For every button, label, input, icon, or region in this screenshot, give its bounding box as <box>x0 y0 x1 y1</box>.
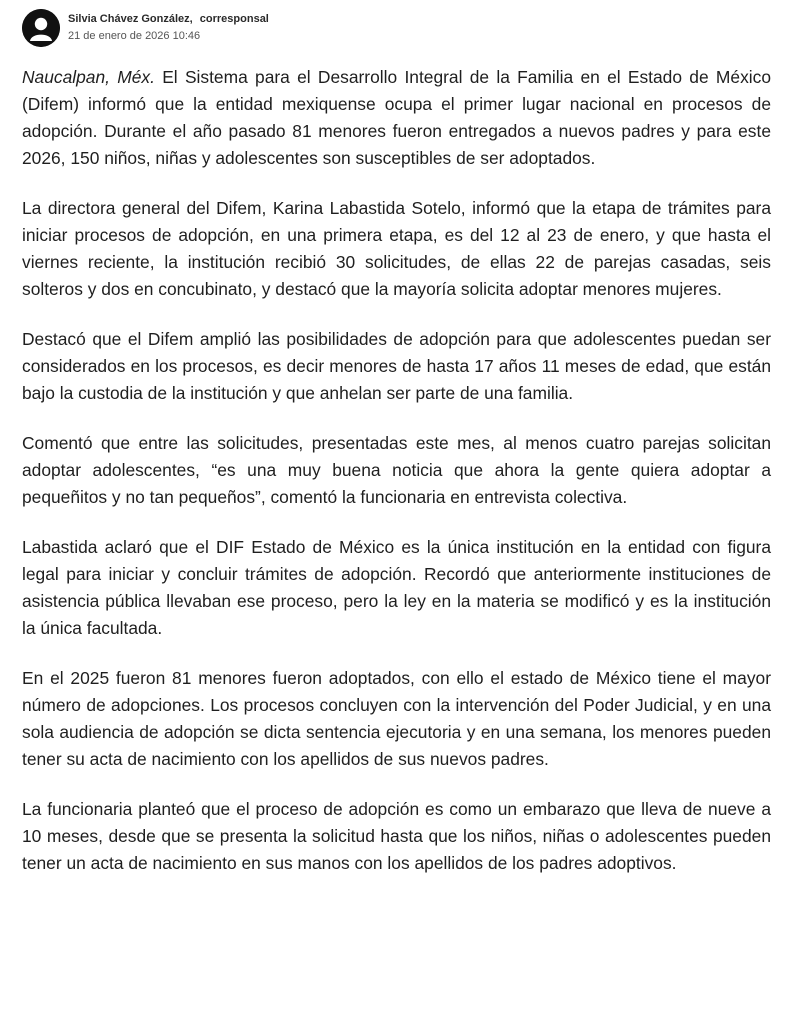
paragraph-6: En el 2025 fueron 81 menores fueron adoptados, con ello el estado de México tiene el mayor número de adopciones. Los procesos concluyen con la intervención del Poder Judicial, y en una sola audiencia de adopción se dicta sentencia ejecutoria y en una semana, los menores pueden tener su acta de nacimiento con los apellidos de sus nuevos padres. <box>22 668 771 769</box>
paragraph-7: La funcionaria planteó que el proceso de adopción es como un embarazo que lleva de nueve a 10 meses, desde que se presenta la solicitud hasta que los niños, niñas o adolescentes pueden tener un acta de nacimiento en sus manos con los apellidos de los padres adoptivos. <box>22 799 771 873</box>
author-role: corresponsal <box>199 13 269 25</box>
dateline: Naucalpan, Méx. <box>22 67 155 87</box>
paragraph-2: La directora general del Difem, Karina Labastida Sotelo, informó que la etapa de trámites para iniciar procesos de adopción, en una primera etapa, es del 12 al 23 de enero, y que hasta el viernes reciente, la institución recibió 30 solicitudes, de ellas 22 de parejas casadas, seis solteros y dos en concubinato, y destacó que la mayoría solicita adoptar menores mujeres. <box>22 198 771 299</box>
publish-date: 21 de enero de 2026 10:46 <box>68 30 201 42</box>
article-body <box>22 64 771 900</box>
author-name[interactable]: Silvia Chávez González, <box>68 13 193 25</box>
author-line <box>68 12 269 27</box>
byline <box>22 8 269 48</box>
paragraph-4: Comentó que entre las solicitudes, presentadas este mes, al menos cuatro parejas solicitan adoptar adolescentes, “es una muy buena noticia que ahora la gente quiera adoptar a pequeñitos y no tan pequeños”, comentó la funcionaria en entrevista colectiva. <box>22 433 771 507</box>
paragraph-3: Destacó que el Difem amplió las posibilidades de adopción para que adolescentes puedan ser considerados en los procesos, es decir menores de hasta 17 años 11 meses de edad, que están bajo la custodia de la institución y que anhelan ser parte de una familia. <box>22 329 771 403</box>
lead-text: El Sistema para el Desarrollo Integral de la Familia en el Estado de México (Difem) informó que la entidad mexiquense ocupa el primer lugar nacional en procesos de adopción. Durante el año pasado 81 menores fueron entregados a nuevos padres y para este 2026, 150 niños, niñas y adolescentes son susceptibles de ser adoptados. <box>22 67 771 168</box>
paragraph-5: Labastida aclaró que el DIF Estado de México es la única institución en la entidad con figura legal para iniciar y concluir trámites de adopción. Recordó que anteriormente instituciones de asistencia pública llevaban ese proceso, pero la ley en la materia se modificó y es la institución la única facultada. <box>22 537 771 638</box>
user-avatar-icon[interactable] <box>22 9 60 47</box>
byline-text <box>68 12 269 44</box>
lead-paragraph <box>22 64 771 172</box>
